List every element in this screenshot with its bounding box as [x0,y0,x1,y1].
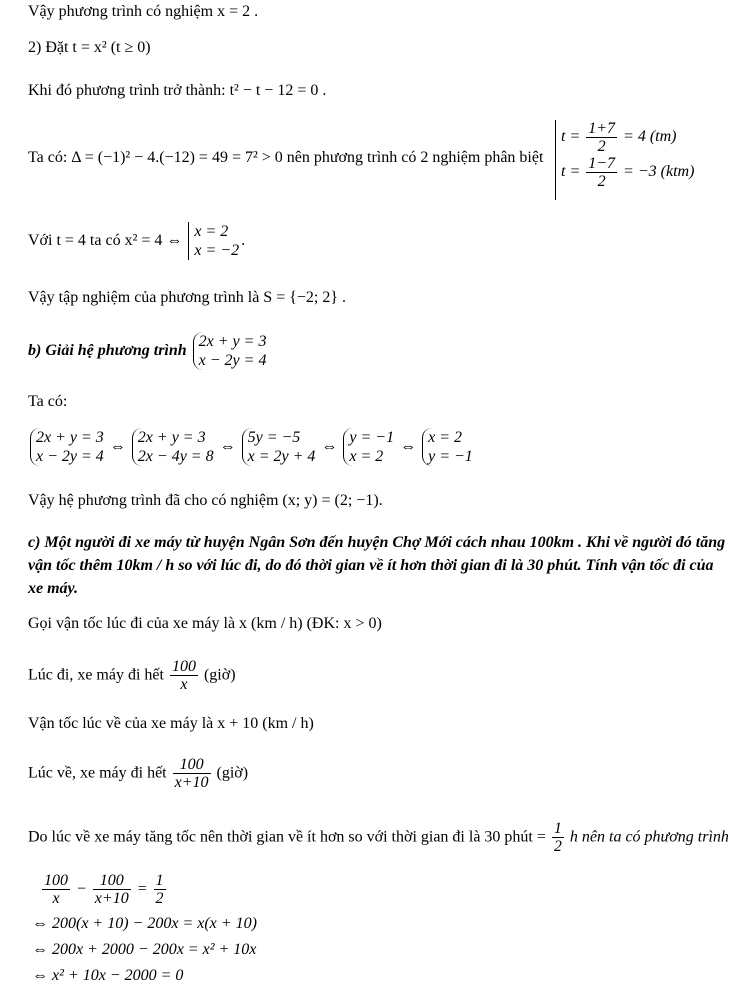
x-cases: x = 2 x = −2 [188,222,239,260]
fraction-100-over-x-plus-10: $\frac{100}{x+10}$ [174,756,209,791]
system-step-2: 2x + y = 3 2x − 4y = 8 [132,428,214,466]
fraction-100-over-x: $\frac{100}{x}$ [171,658,196,693]
discriminant-text: Ta có: Δ = (−1)² − 4.(−12) = 49 = 7² > 0 nên phương trình có 2 nghiệm phân biệt [28,149,544,166]
time-return-line: Lúc về, xe máy đi hết $\frac{100}{x+10}$ (giờ) [28,756,249,791]
equation-2: ⇔ 200(x + 10) − 200x = x(x + 10) [32,915,257,932]
conclusion-line-1: Vậy phương trình có nghiệm x = 2 . [28,3,259,20]
fraction-one-half: $\frac{1}{2}$ [553,820,562,855]
system-step-5: x = 2 y = −1 [422,428,473,466]
solution-set-line: Vậy tập nghiệm của phương trình là S = {−2; 2} . [28,289,347,306]
ta-co-line: Ta có: [28,393,68,410]
equation-setup-line: Do lúc về xe máy tăng tốc nên thời gian về ít hơn so với thời gian đi là 30 phút = $\frac{1}{2}$ h nên ta có phương trình [28,820,729,855]
substitution-line: 2) Đặt t = x² (t ≥ 0) [28,39,151,56]
equation-1: $\frac{100}{x}$ − $\frac{100}{x+10}$ = $\frac{1}{2}$ [44,872,164,907]
let-speed-line: Gọi vận tốc lúc đi của xe máy là x (km / h) (ĐK: x > 0) [28,615,382,632]
system-step-4: y = −1 x = 2 [343,428,394,466]
root-1: t = $\frac{1+7}{2}$ = 4 (tm) [561,120,677,155]
system-of-equations: 2x + y = 3 x − 2y = 4 [193,332,267,370]
part-c-heading-2: vận tốc thêm 10km / h so với lúc đi, do đó thời gian về ít hơn thời gian đi là 30 phút. Tính vận tốc đi của [28,557,714,574]
part-b-heading: b) Giải hệ phương trình 2x + y = 3 x − 2y = 4 [28,333,267,369]
equation-3: ⇔ 200x + 2000 − 200x = x² + 10x [32,941,257,958]
substitute-back-line: Với t = 4 ta có x² = 4 ⇔ x = 2 x = −2 . [28,223,246,259]
system-conclusion-line: Vậy hệ phương trình đã cho có nghiệm (x; y) = (2; −1). [28,492,383,509]
system-step-1: 2x + y = 3 x − 2y = 4 [30,428,104,466]
part-c-heading-1: c) Một người đi xe máy từ huyện Ngân Sơn đến huyện Chợ Mới cách nhau 100km . Khi về người đó tăng [28,534,726,551]
transformed-equation-line: Khi đó phương trình trở thành: t² − t − 12 = 0 . [28,82,327,99]
system-solving-chain: 2x + y = 3 x − 2y = 4 ⇔ 2x + y = 3 2x − 4y = 8 ⇔ 5y = −5 x = 2y + 4 ⇔ y = −1 x = 2 ⇔ x = 2 y = −1 [28,428,475,466]
roots-bracket [553,120,696,200]
part-c-heading-3: xe máy. [28,580,79,597]
return-speed-line: Vận tốc lúc về của xe máy là x + 10 (km / h) [28,715,314,732]
discriminant-line [28,148,543,168]
root-2: t = $\frac{1-7}{2}$ = −3 (ktm) [561,155,695,190]
time-going-line: Lúc đi, xe máy đi hết $\frac{100}{x}$ (giờ) [28,658,236,693]
system-step-3: 5y = −5 x = 2y + 4 [242,428,316,466]
equation-4: ⇔ x² + 10x − 2000 = 0 [32,967,184,984]
